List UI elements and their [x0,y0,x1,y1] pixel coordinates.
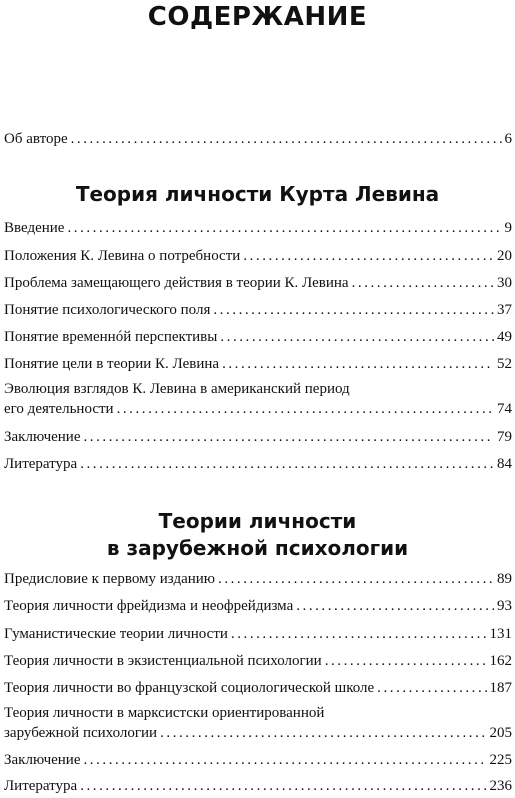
toc-entry-page: 6 [504,131,512,147]
toc-entry-multiline[interactable] [4,703,512,743]
toc-entry-title: Положения К. Левина о потребности [4,248,241,264]
toc-entry[interactable] [4,454,512,474]
toc-entry-title: Теория личности в экзистенциальной психологии [4,653,322,669]
dot-leader [84,750,487,770]
toc-entry-page: 49 [497,329,512,345]
toc-entry-page: 89 [497,571,512,587]
toc-entry-page: 205 [489,725,512,741]
toc-entry[interactable] [4,651,512,671]
toc-entry-title: Литература [4,778,78,794]
toc-entry-page: 84 [497,456,512,472]
dot-leader [80,776,486,796]
toc-entry-title: Проблема замещающего действия в теории К. Левина [4,275,349,291]
toc-entry-title-line2: его деятельности [4,401,114,417]
toc-entry-title: Об авторе [4,131,68,147]
toc-entry-page: 162 [489,653,512,669]
dot-leader [117,399,494,419]
dot-leader [377,678,486,698]
toc-entry-title: Предисловие к первому изданию [4,571,216,587]
toc-entry[interactable] [4,596,512,616]
dot-leader [220,327,494,347]
toc-entry-title-line1: Эволюция взглядов К. Левина в американский период [4,381,350,397]
page-title: СОДЕРЖАНИЕ [147,2,368,32]
toc-entry-title: Теория личности фрейдизма и неофрейдизма [4,598,294,614]
dot-leader [80,454,494,474]
toc-entry-title: Понятие психологического поля [4,302,211,318]
toc-entry-page: 236 [489,778,512,794]
toc-entry[interactable] [4,218,512,238]
toc-entry-title: Литература [4,456,78,472]
section-title-lewin: Теория личности Курта Левина [75,182,440,206]
toc-entry-page: 20 [497,248,512,264]
toc-entry[interactable] [4,569,512,589]
toc-entry-page: 74 [497,401,512,417]
dot-leader [296,596,494,616]
toc-entry-title: Заключение [4,752,81,768]
dot-leader [243,246,494,266]
toc-entry-title: Понятие цели в теории К. Левина [4,356,220,372]
toc-entry-page: 30 [497,275,512,291]
toc-entry-page: 79 [497,429,512,445]
dot-leader [67,218,501,238]
toc-entry-about-author[interactable] [4,129,512,149]
toc-entry-page: 37 [497,302,512,318]
dot-leader [213,300,494,320]
toc-entry[interactable] [4,300,512,320]
dot-leader [352,273,494,293]
toc-entry-title: Теория личности во французской социологической школе [4,680,375,696]
toc-entry-page: 93 [497,598,512,614]
toc-entry-title-line1: Теория личности в марксистски ориентированной [4,705,325,721]
dot-leader [231,624,487,644]
dot-leader [160,723,486,743]
toc-entry-page: 9 [504,220,512,236]
dot-leader [325,651,487,671]
toc-entry-title: Введение [4,220,65,236]
dot-leader [71,129,502,149]
toc-entry-title-line2: зарубежной психологии [4,725,158,741]
toc-entry[interactable] [4,427,512,447]
toc-entry-page: 131 [489,626,512,642]
toc-entry-page: 52 [497,356,512,372]
dot-leader [84,427,495,447]
toc-entry[interactable] [4,750,512,770]
toc-entry-multiline[interactable] [4,379,512,419]
toc-entry[interactable] [4,624,512,644]
section-title-foreign-line1: Теории личности [158,509,357,533]
toc-entry[interactable] [4,327,512,347]
toc-entry[interactable] [4,246,512,266]
toc-entry[interactable] [4,678,512,698]
section-title-foreign-line2: в зарубежной психологии [106,536,409,560]
toc-entry-page: 225 [489,752,512,768]
toc-entry[interactable] [4,776,512,796]
toc-entry-title: Понятие временнóй перспективы [4,329,218,345]
dot-leader [218,569,494,589]
toc-entry[interactable] [4,354,512,374]
dot-leader [222,354,494,374]
toc-entry[interactable] [4,273,512,293]
toc-entry-title: Заключение [4,429,81,445]
toc-entry-page: 187 [489,680,512,696]
toc-entry-title: Гуманистические теории личности [4,626,228,642]
